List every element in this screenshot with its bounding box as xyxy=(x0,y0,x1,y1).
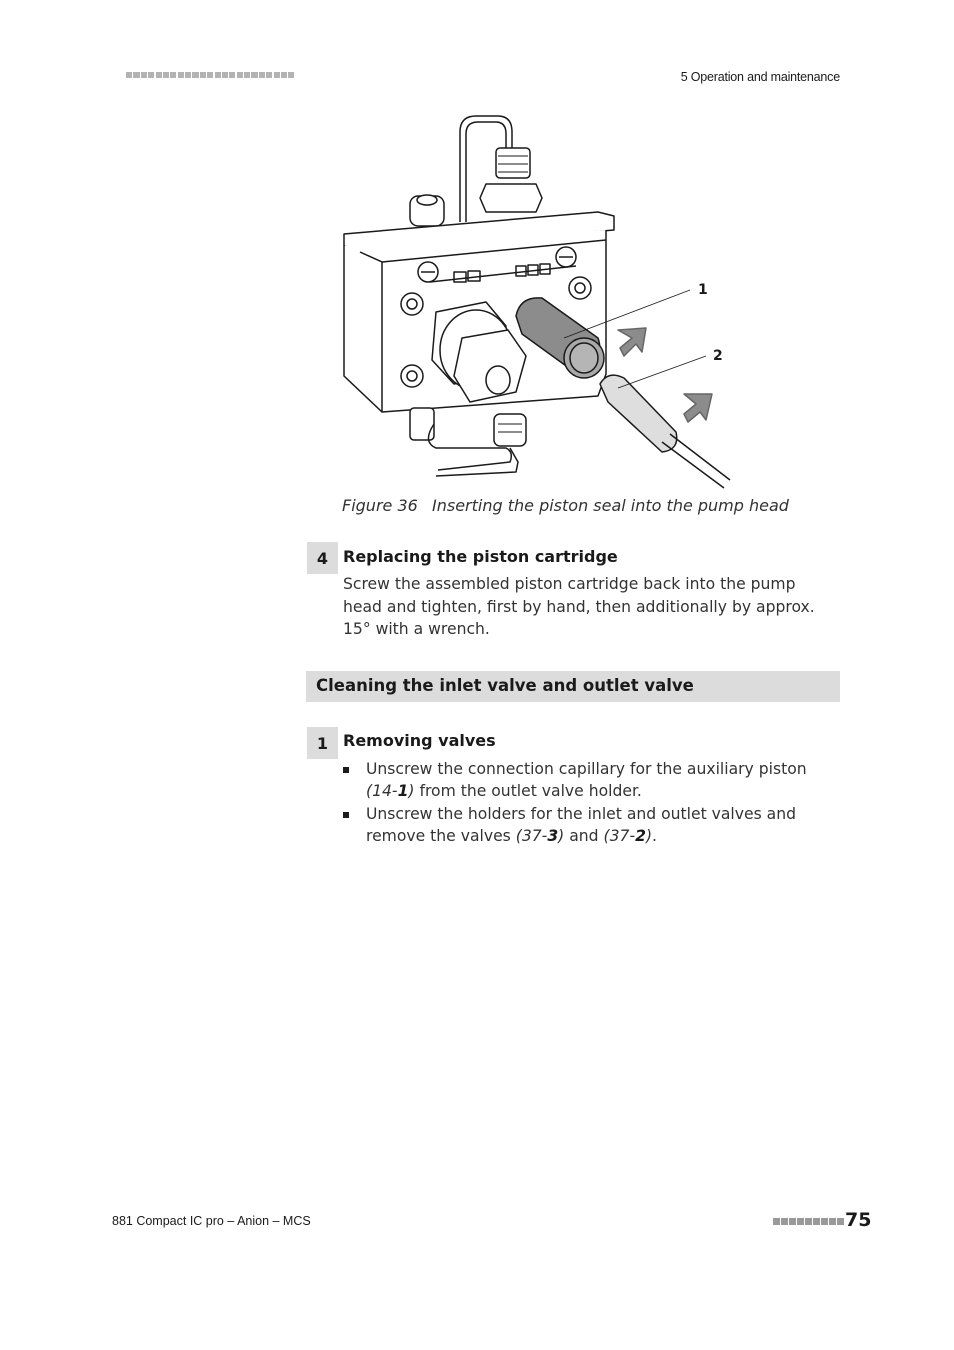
figure-caption xyxy=(342,496,789,515)
step-title: Replacing the piston cartridge xyxy=(343,547,618,566)
cross-reference[interactable]: (37-2) xyxy=(603,827,653,845)
step-body: Screw the assembled piston cartridge back into the pump head and tighten, first by hand, then additionally by approx. 15° with a wrench. xyxy=(343,575,815,639)
step-title: Removing valves xyxy=(343,731,496,750)
chapter-title: 5 Operation and maintenance xyxy=(680,70,840,84)
cross-reference[interactable]: (14-1) xyxy=(366,782,415,800)
footer-decoration xyxy=(773,1218,844,1225)
list-item xyxy=(343,803,836,847)
figure-caption-text: Inserting the piston seal into the pump head xyxy=(432,496,789,515)
list-item-text: Unscrew the connection capillary for the auxiliary piston (14-1) from the outlet valve holder. xyxy=(366,760,807,800)
bullet-icon xyxy=(343,812,349,818)
section-heading xyxy=(306,671,840,702)
step-number-badge: 4 xyxy=(307,542,338,574)
step-number-badge: 1 xyxy=(307,727,338,759)
bullet-icon xyxy=(343,767,349,773)
section-title: Cleaning the inlet valve and outlet valve xyxy=(316,676,694,695)
list-item-text: Unscrew the holders for the inlet and outlet valves and remove the valves (37-3) and (37-2). xyxy=(366,805,797,845)
pump-head-illustration xyxy=(336,112,736,492)
page-number: 75 xyxy=(845,1209,872,1231)
callout-2: 2 xyxy=(713,348,723,364)
header-decoration xyxy=(126,72,294,78)
figure-number: Figure 36 xyxy=(342,496,418,515)
pump-head-drawing xyxy=(336,112,736,492)
callout-1: 1 xyxy=(698,282,708,298)
list-item xyxy=(343,758,836,802)
cross-reference[interactable]: (37-3) xyxy=(515,827,565,845)
footer-product-name: 881 Compact IC pro – Anion – MCS xyxy=(112,1214,311,1228)
